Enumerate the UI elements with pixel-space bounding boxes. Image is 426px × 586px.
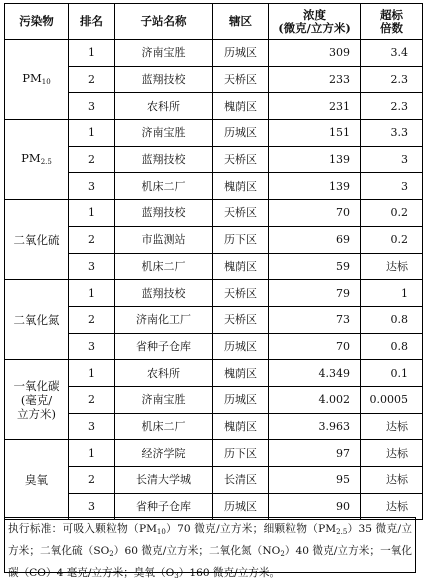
concentration-cell: 3.963 — [269, 413, 361, 440]
station-cell: 机床二厂 — [115, 253, 213, 280]
exceed-cell: 0.0005 — [361, 386, 423, 413]
note-text: ）70 微克/立方米；细颗粒物（PM — [165, 523, 337, 535]
station-cell: 蓝翔技校 — [115, 200, 213, 227]
station-cell: 济南宝胜 — [115, 120, 213, 147]
rank-cell: 1 — [69, 440, 115, 467]
note-subscript: 2 — [280, 550, 285, 558]
exceed-cell: 0.2 — [361, 200, 423, 227]
table-row — [5, 200, 423, 227]
pollutant-cell-co — [5, 360, 69, 440]
pollutant-unit-line1: (毫克/ — [20, 392, 53, 407]
station-cell: 长清大学城 — [115, 467, 213, 494]
pollutant-cell-no2: 二氧化氮 — [5, 280, 69, 360]
header-concentration-line1: 浓度 — [303, 7, 326, 22]
exceed-cell: 达标 — [361, 493, 423, 520]
header-exceed-line1: 超标 — [380, 7, 403, 22]
rank-cell: 1 — [69, 200, 115, 227]
district-cell: 长清区 — [213, 467, 269, 494]
pollutant-unit-line2: 立方米) — [17, 406, 56, 421]
pollutant-cell-pm25 — [5, 120, 69, 200]
district-cell: 槐荫区 — [213, 93, 269, 120]
rank-cell: 2 — [69, 66, 115, 93]
exceed-cell: 3.4 — [361, 40, 423, 67]
exceed-cell: 0.2 — [361, 226, 423, 253]
pollutant-cell-so2: 二氧化硫 — [5, 200, 69, 280]
pollution-ranking-table — [4, 3, 423, 520]
station-cell: 经济学院 — [115, 440, 213, 467]
concentration-cell: 95 — [269, 467, 361, 494]
station-cell: 蓝翔技校 — [115, 280, 213, 307]
exceed-cell: 3 — [361, 173, 423, 200]
pollutant-name: 一氧化碳 — [13, 378, 60, 393]
rank-cell: 3 — [69, 493, 115, 520]
concentration-cell: 59 — [269, 253, 361, 280]
exceed-cell: 达标 — [361, 467, 423, 494]
pollutant-subscript: 2.5 — [40, 157, 52, 166]
rank-cell: 1 — [69, 120, 115, 147]
table-header-row — [5, 4, 423, 40]
district-cell: 天桥区 — [213, 200, 269, 227]
district-cell: 历下区 — [213, 440, 269, 467]
station-cell: 济南宝胜 — [115, 40, 213, 67]
header-rank: 排名 — [69, 4, 115, 40]
district-cell: 槐荫区 — [213, 413, 269, 440]
exceed-cell: 2.3 — [361, 93, 423, 120]
note-text: ）40 微克/立方米；一氧化碳（CO）4 毫克/立方米；臭氧（O — [8, 545, 412, 579]
exceed-cell: 0.8 — [361, 306, 423, 333]
station-cell: 济南宝胜 — [115, 386, 213, 413]
concentration-cell: 139 — [269, 146, 361, 173]
station-cell: 蓝翔技校 — [115, 146, 213, 173]
exceed-cell: 1 — [361, 280, 423, 307]
concentration-cell: 4.349 — [269, 360, 361, 387]
station-cell: 农科所 — [115, 93, 213, 120]
station-cell: 济南化工厂 — [115, 306, 213, 333]
rank-cell: 2 — [69, 306, 115, 333]
concentration-cell: 97 — [269, 440, 361, 467]
header-concentration-line2: (微克/立方米) — [278, 20, 351, 35]
rank-cell: 1 — [69, 40, 115, 67]
table-row — [5, 40, 423, 67]
standards-note — [4, 517, 416, 580]
exceed-cell: 2.3 — [361, 66, 423, 93]
rank-cell: 2 — [69, 467, 115, 494]
concentration-cell: 231 — [269, 93, 361, 120]
note-text: ）160 微克/立方米。 — [178, 567, 281, 579]
table-row — [5, 440, 423, 467]
note-text: ）35 微克/立方米；二氧化硫（SO — [8, 523, 412, 557]
concentration-cell: 233 — [269, 66, 361, 93]
district-cell: 历城区 — [213, 333, 269, 360]
station-cell: 省种子仓库 — [115, 333, 213, 360]
rank-cell: 2 — [69, 146, 115, 173]
district-cell: 天桥区 — [213, 306, 269, 333]
rank-cell: 3 — [69, 333, 115, 360]
concentration-cell: 70 — [269, 200, 361, 227]
station-cell: 市监测站 — [115, 226, 213, 253]
pollutant-name: PM — [21, 150, 41, 165]
district-cell: 槐荫区 — [213, 360, 269, 387]
station-cell: 机床二厂 — [115, 173, 213, 200]
rank-cell: 3 — [69, 93, 115, 120]
table-row — [5, 280, 423, 307]
concentration-cell: 139 — [269, 173, 361, 200]
pollutant-cell-o3: 臭氧 — [5, 440, 69, 520]
district-cell: 历下区 — [213, 226, 269, 253]
header-district: 辖区 — [213, 4, 269, 40]
note-text: 执行标准：可吸入颗粒物（PM — [8, 523, 157, 535]
header-pollutant: 污染物 — [5, 4, 69, 40]
note-subscript: 3 — [174, 572, 179, 580]
rank-cell: 3 — [69, 173, 115, 200]
district-cell: 天桥区 — [213, 146, 269, 173]
exceed-cell: 3.3 — [361, 120, 423, 147]
exceed-cell: 达标 — [361, 440, 423, 467]
district-cell: 天桥区 — [213, 280, 269, 307]
header-concentration — [269, 4, 361, 40]
rank-cell: 2 — [69, 386, 115, 413]
district-cell: 历城区 — [213, 40, 269, 67]
concentration-cell: 90 — [269, 493, 361, 520]
station-cell: 省种子仓库 — [115, 493, 213, 520]
pollutant-subscript: 10 — [41, 77, 51, 86]
district-cell: 历城区 — [213, 386, 269, 413]
pollutant-cell-pm10 — [5, 40, 69, 120]
rank-cell: 3 — [69, 253, 115, 280]
table-row — [5, 120, 423, 147]
district-cell: 天桥区 — [213, 66, 269, 93]
note-subscript: 2 — [109, 550, 114, 558]
district-cell: 槐荫区 — [213, 173, 269, 200]
concentration-cell: 4.002 — [269, 386, 361, 413]
station-cell: 机床二厂 — [115, 413, 213, 440]
concentration-cell: 73 — [269, 306, 361, 333]
rank-cell: 2 — [69, 226, 115, 253]
rank-cell: 1 — [69, 360, 115, 387]
header-exceed-line2: 倍数 — [380, 20, 403, 35]
note-subscript: 2.5 — [336, 528, 348, 536]
concentration-cell: 79 — [269, 280, 361, 307]
station-cell: 蓝翔技校 — [115, 66, 213, 93]
exceed-cell: 0.8 — [361, 333, 423, 360]
rank-cell: 1 — [69, 280, 115, 307]
note-subscript: 10 — [156, 528, 166, 536]
exceed-cell: 达标 — [361, 253, 423, 280]
pollutant-name: PM — [22, 70, 42, 85]
exceed-cell: 3 — [361, 146, 423, 173]
exceed-cell: 0.1 — [361, 360, 423, 387]
district-cell: 历城区 — [213, 120, 269, 147]
concentration-cell: 69 — [269, 226, 361, 253]
district-cell: 历城区 — [213, 493, 269, 520]
table-row — [5, 360, 423, 387]
exceed-cell: 达标 — [361, 413, 423, 440]
concentration-cell: 70 — [269, 333, 361, 360]
header-exceed — [361, 4, 423, 40]
station-cell: 农科所 — [115, 360, 213, 387]
concentration-cell: 151 — [269, 120, 361, 147]
note-text: ）60 微克/立方米；二氧化氮（NO — [113, 545, 281, 557]
header-station: 子站名称 — [115, 4, 213, 40]
rank-cell: 3 — [69, 413, 115, 440]
concentration-cell: 309 — [269, 40, 361, 67]
district-cell: 槐荫区 — [213, 253, 269, 280]
